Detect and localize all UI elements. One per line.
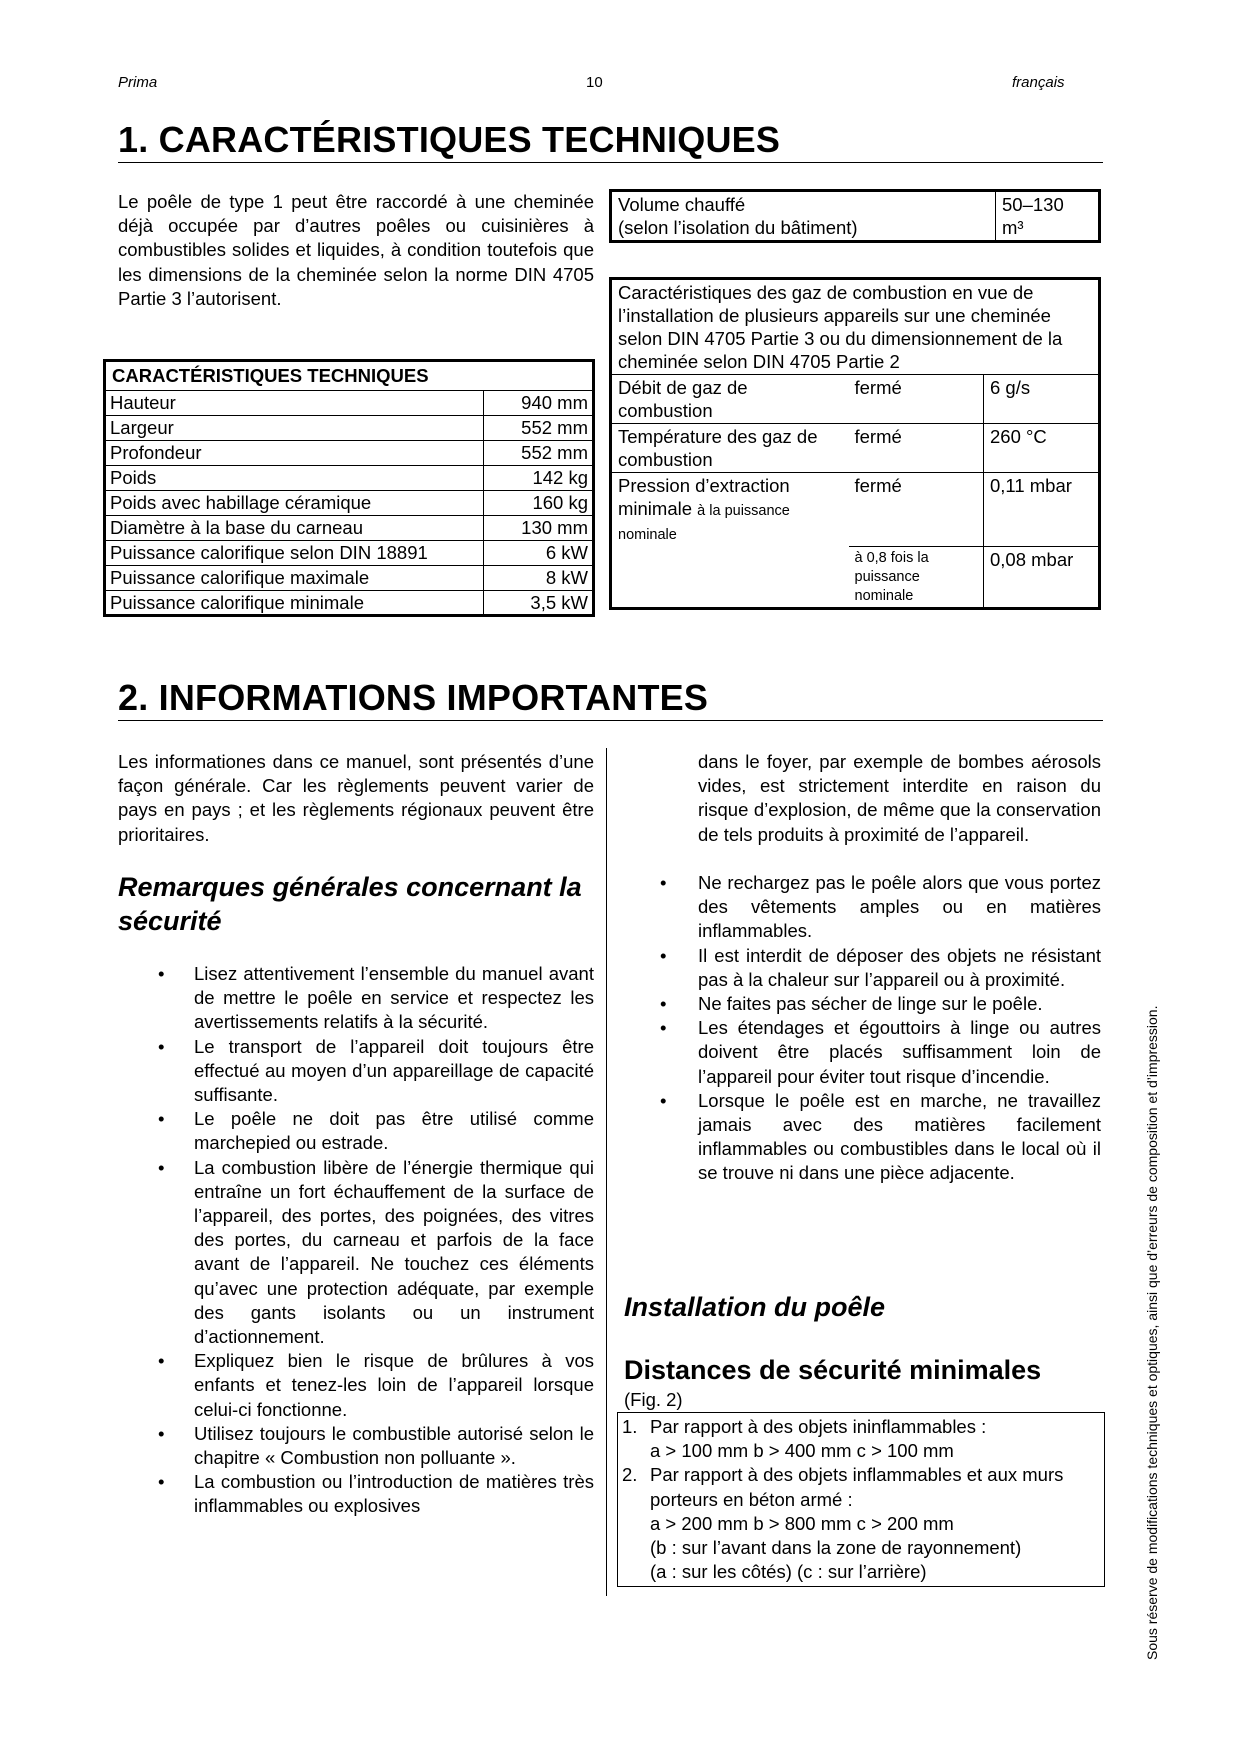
table-row bbox=[105, 466, 594, 491]
safety-heading: Remarques générales concernant la sécurité bbox=[118, 872, 582, 936]
distance-number: 1. bbox=[622, 1416, 638, 1437]
list-item: • Utilisez toujours le combustible autorisé selon le chapitre « Combustion non polluante ». bbox=[118, 1422, 594, 1470]
technical-specs-table bbox=[103, 359, 595, 617]
section-title-important: 2. INFORMATIONS IMPORTANTES bbox=[118, 676, 1103, 721]
figure-reference: (Fig. 2) bbox=[624, 1389, 683, 1410]
spec-label: Hauteur bbox=[105, 391, 484, 416]
distance-item bbox=[622, 1463, 1100, 1584]
header-language: français bbox=[1012, 74, 1065, 91]
table-row bbox=[105, 591, 594, 616]
list-item: • Lisez attentivement l’ensemble du manuel avant de mettre le poêle en service et respectez les avertissements relatifs à la sécurité. bbox=[118, 962, 594, 1035]
gas-row-label: Débit de gaz de combustion bbox=[611, 375, 849, 424]
distance-line: a > 100 mm b > 400 mm c > 100 mm bbox=[650, 1440, 954, 1462]
list-item: • Lorsque le poêle est en marche, ne travaillez jamais avec des matières facilement inflammables ou combustibles dans le local où il se trouve ni dans une pièce adjacente. bbox=[622, 1089, 1101, 1186]
table-row bbox=[105, 566, 594, 591]
gas-row-state: à 0,8 fois la puissance nominale bbox=[849, 546, 984, 608]
list-item: • Ne faites pas sécher de linge sur le poêle. bbox=[622, 992, 1101, 1016]
gas-row-state: fermé bbox=[849, 424, 984, 473]
spec-label: Puissance calorifique minimale bbox=[105, 591, 484, 616]
list-item: • Le poêle ne doit pas être utilisé comme marchepied ou estrade. bbox=[118, 1107, 594, 1155]
volume-label-line1: Volume chauffé bbox=[618, 194, 746, 215]
installation-heading: Installation du poêle bbox=[624, 1292, 886, 1322]
spec-label: Largeur bbox=[105, 416, 484, 441]
volume-value-line1: 50–130 bbox=[1002, 194, 1064, 215]
flue-gas-header: Caractéristiques des gaz de combustion en vue de l’installation de plusieurs appareils sur une cheminée selon DIN 4705 Partie 3 ou du dimensionnement de la cheminée selon DIN 4705 Partie 2 bbox=[611, 279, 1100, 375]
list-item: • La combustion ou l’introduction de matières très inflammables ou explosives bbox=[118, 1470, 594, 1518]
spec-value: 160 kg bbox=[484, 491, 594, 516]
safety-distances-box bbox=[617, 1412, 1105, 1587]
distance-item bbox=[622, 1415, 1100, 1463]
list-item: • Les étendages et égouttoirs à linge ou autres doivent être placés suffisamment loin de l’appareil pour éviter tout risque d’incendie. bbox=[622, 1016, 1101, 1089]
spec-label: Diamètre à la base du carneau bbox=[105, 516, 484, 541]
spec-value: 142 kg bbox=[484, 466, 594, 491]
distance-number: 2. bbox=[622, 1464, 638, 1486]
list-item: • Expliquez bien le risque de brûlures à vos enfants et tenez-les loin de l’appareil lorsque celui-ci fonctionne. bbox=[118, 1349, 594, 1422]
table-row bbox=[611, 424, 1100, 473]
distance-line: Par rapport à des objets inflammables et aux murs porteurs en béton armé : bbox=[650, 1464, 1064, 1510]
spec-value: 8 kW bbox=[484, 566, 594, 591]
distance-line: a > 200 mm b > 800 mm c > 200 mm bbox=[650, 1512, 954, 1534]
section-title-technical: 1. CARACTÉRISTIQUES TECHNIQUES bbox=[118, 118, 1103, 163]
column-divider bbox=[606, 748, 607, 1596]
spec-label: Puissance calorifique selon DIN 18891 bbox=[105, 541, 484, 566]
table-row bbox=[611, 473, 1100, 547]
pressure-label-small: à la puissance nominale bbox=[618, 503, 790, 543]
gas-row-label: Température des gaz de combustion bbox=[611, 424, 849, 473]
distance-line: Par rapport à des objets ininflammables : bbox=[650, 1416, 987, 1437]
spec-value: 130 mm bbox=[484, 516, 594, 541]
spec-value: 3,5 kW bbox=[484, 591, 594, 616]
list-item: • Ne rechargez pas le poêle alors que vous portez des vêtements amples ou en matières inflammables. bbox=[622, 871, 1101, 944]
heated-volume-table bbox=[609, 189, 1101, 243]
volume-label-line2: (selon l’isolation du bâtiment) bbox=[618, 217, 858, 238]
gas-row-value: 0,08 mbar bbox=[984, 546, 1100, 608]
header-product-name: Prima bbox=[118, 74, 158, 91]
list-item: • Il est interdit de déposer des objets ne résistant pas à la chaleur sur l’appareil ou à proximité. bbox=[622, 944, 1101, 992]
table-row bbox=[105, 516, 594, 541]
table-row bbox=[611, 375, 1100, 424]
gas-row-value: 260 °C bbox=[984, 424, 1100, 473]
continuation-text: dans le foyer, par exemple de bombes aérosols vides, est strictement interdite en raison du risque d’explosion, de même que la conservation de tels produits à proximité de l’appareil. bbox=[698, 751, 1101, 845]
table-row bbox=[105, 391, 594, 416]
table-row bbox=[611, 546, 1100, 608]
important-intro: Les informationes dans ce manuel, sont présentés d’une façon générale. Car les règlements peuvent varier de pays en pays ; et les règlements régionaux peuvent être prioritaires. bbox=[118, 751, 594, 845]
gas-row-value: 0,11 mbar bbox=[984, 473, 1100, 547]
spec-label: Puissance calorifique maximale bbox=[105, 566, 484, 591]
spec-label: Poids avec habillage céramique bbox=[105, 491, 484, 516]
distances-heading: Distances de sécurité minimales bbox=[624, 1355, 1042, 1385]
technical-intro: Le poêle de type 1 peut être raccordé à une cheminée déjà occupée par d’autres poêles ou cuisinières à combustibles solides et liquides, à condition toutefois que les dimensions de la cheminée selon la norme DIN 4705 Partie 3 l’autorisent. bbox=[118, 191, 594, 309]
side-disclaimer: Sous réserve de modifications techniques et optiques, ainsi que d’erreurs de composition et d’impression. bbox=[1144, 1005, 1160, 1660]
list-item: • Le transport de l’appareil doit toujours être effectué au moyen d’un appareillage de capacité suffisante. bbox=[118, 1035, 594, 1108]
gas-row-state: fermé bbox=[849, 375, 984, 424]
spec-label: Poids bbox=[105, 466, 484, 491]
pressure-label-main: Pression d’extraction minimale bbox=[618, 475, 790, 519]
safety-list-left bbox=[118, 962, 594, 1519]
gas-row-state: fermé bbox=[849, 473, 984, 547]
flue-gas-table bbox=[609, 277, 1101, 610]
safety-list-right bbox=[622, 871, 1101, 1186]
specs-table-header: CARACTÉRISTIQUES TECHNIQUES bbox=[105, 361, 594, 391]
distance-line: (b : sur l’avant dans la zone de rayonnement) bbox=[650, 1537, 1022, 1559]
gas-row-label bbox=[611, 473, 849, 547]
spec-value: 552 mm bbox=[484, 441, 594, 466]
volume-value-line2: m³ bbox=[1002, 217, 1024, 238]
spec-label: Profondeur bbox=[105, 441, 484, 466]
distance-line: (a : sur les côtés) (c : sur l’arrière) bbox=[650, 1561, 927, 1583]
list-item: • La combustion libère de l’énergie thermique qui entraîne un fort échauffement de la surface de l’appareil, des portes, des poignées, des vitres des portes, du carneau et parfois de la face avant de l’appareil. Ne touchez ces éléments qu’avec une protection adéquate, par exemple des gants isolants ou un instrument d’actionnement. bbox=[118, 1156, 594, 1350]
spec-value: 940 mm bbox=[484, 391, 594, 416]
table-row bbox=[105, 441, 594, 466]
spec-value: 6 kW bbox=[484, 541, 594, 566]
table-row bbox=[105, 491, 594, 516]
spec-value: 552 mm bbox=[484, 416, 594, 441]
gas-row-value: 6 g/s bbox=[984, 375, 1100, 424]
table-row bbox=[105, 541, 594, 566]
table-row bbox=[105, 416, 594, 441]
page-number: 10 bbox=[586, 74, 603, 91]
